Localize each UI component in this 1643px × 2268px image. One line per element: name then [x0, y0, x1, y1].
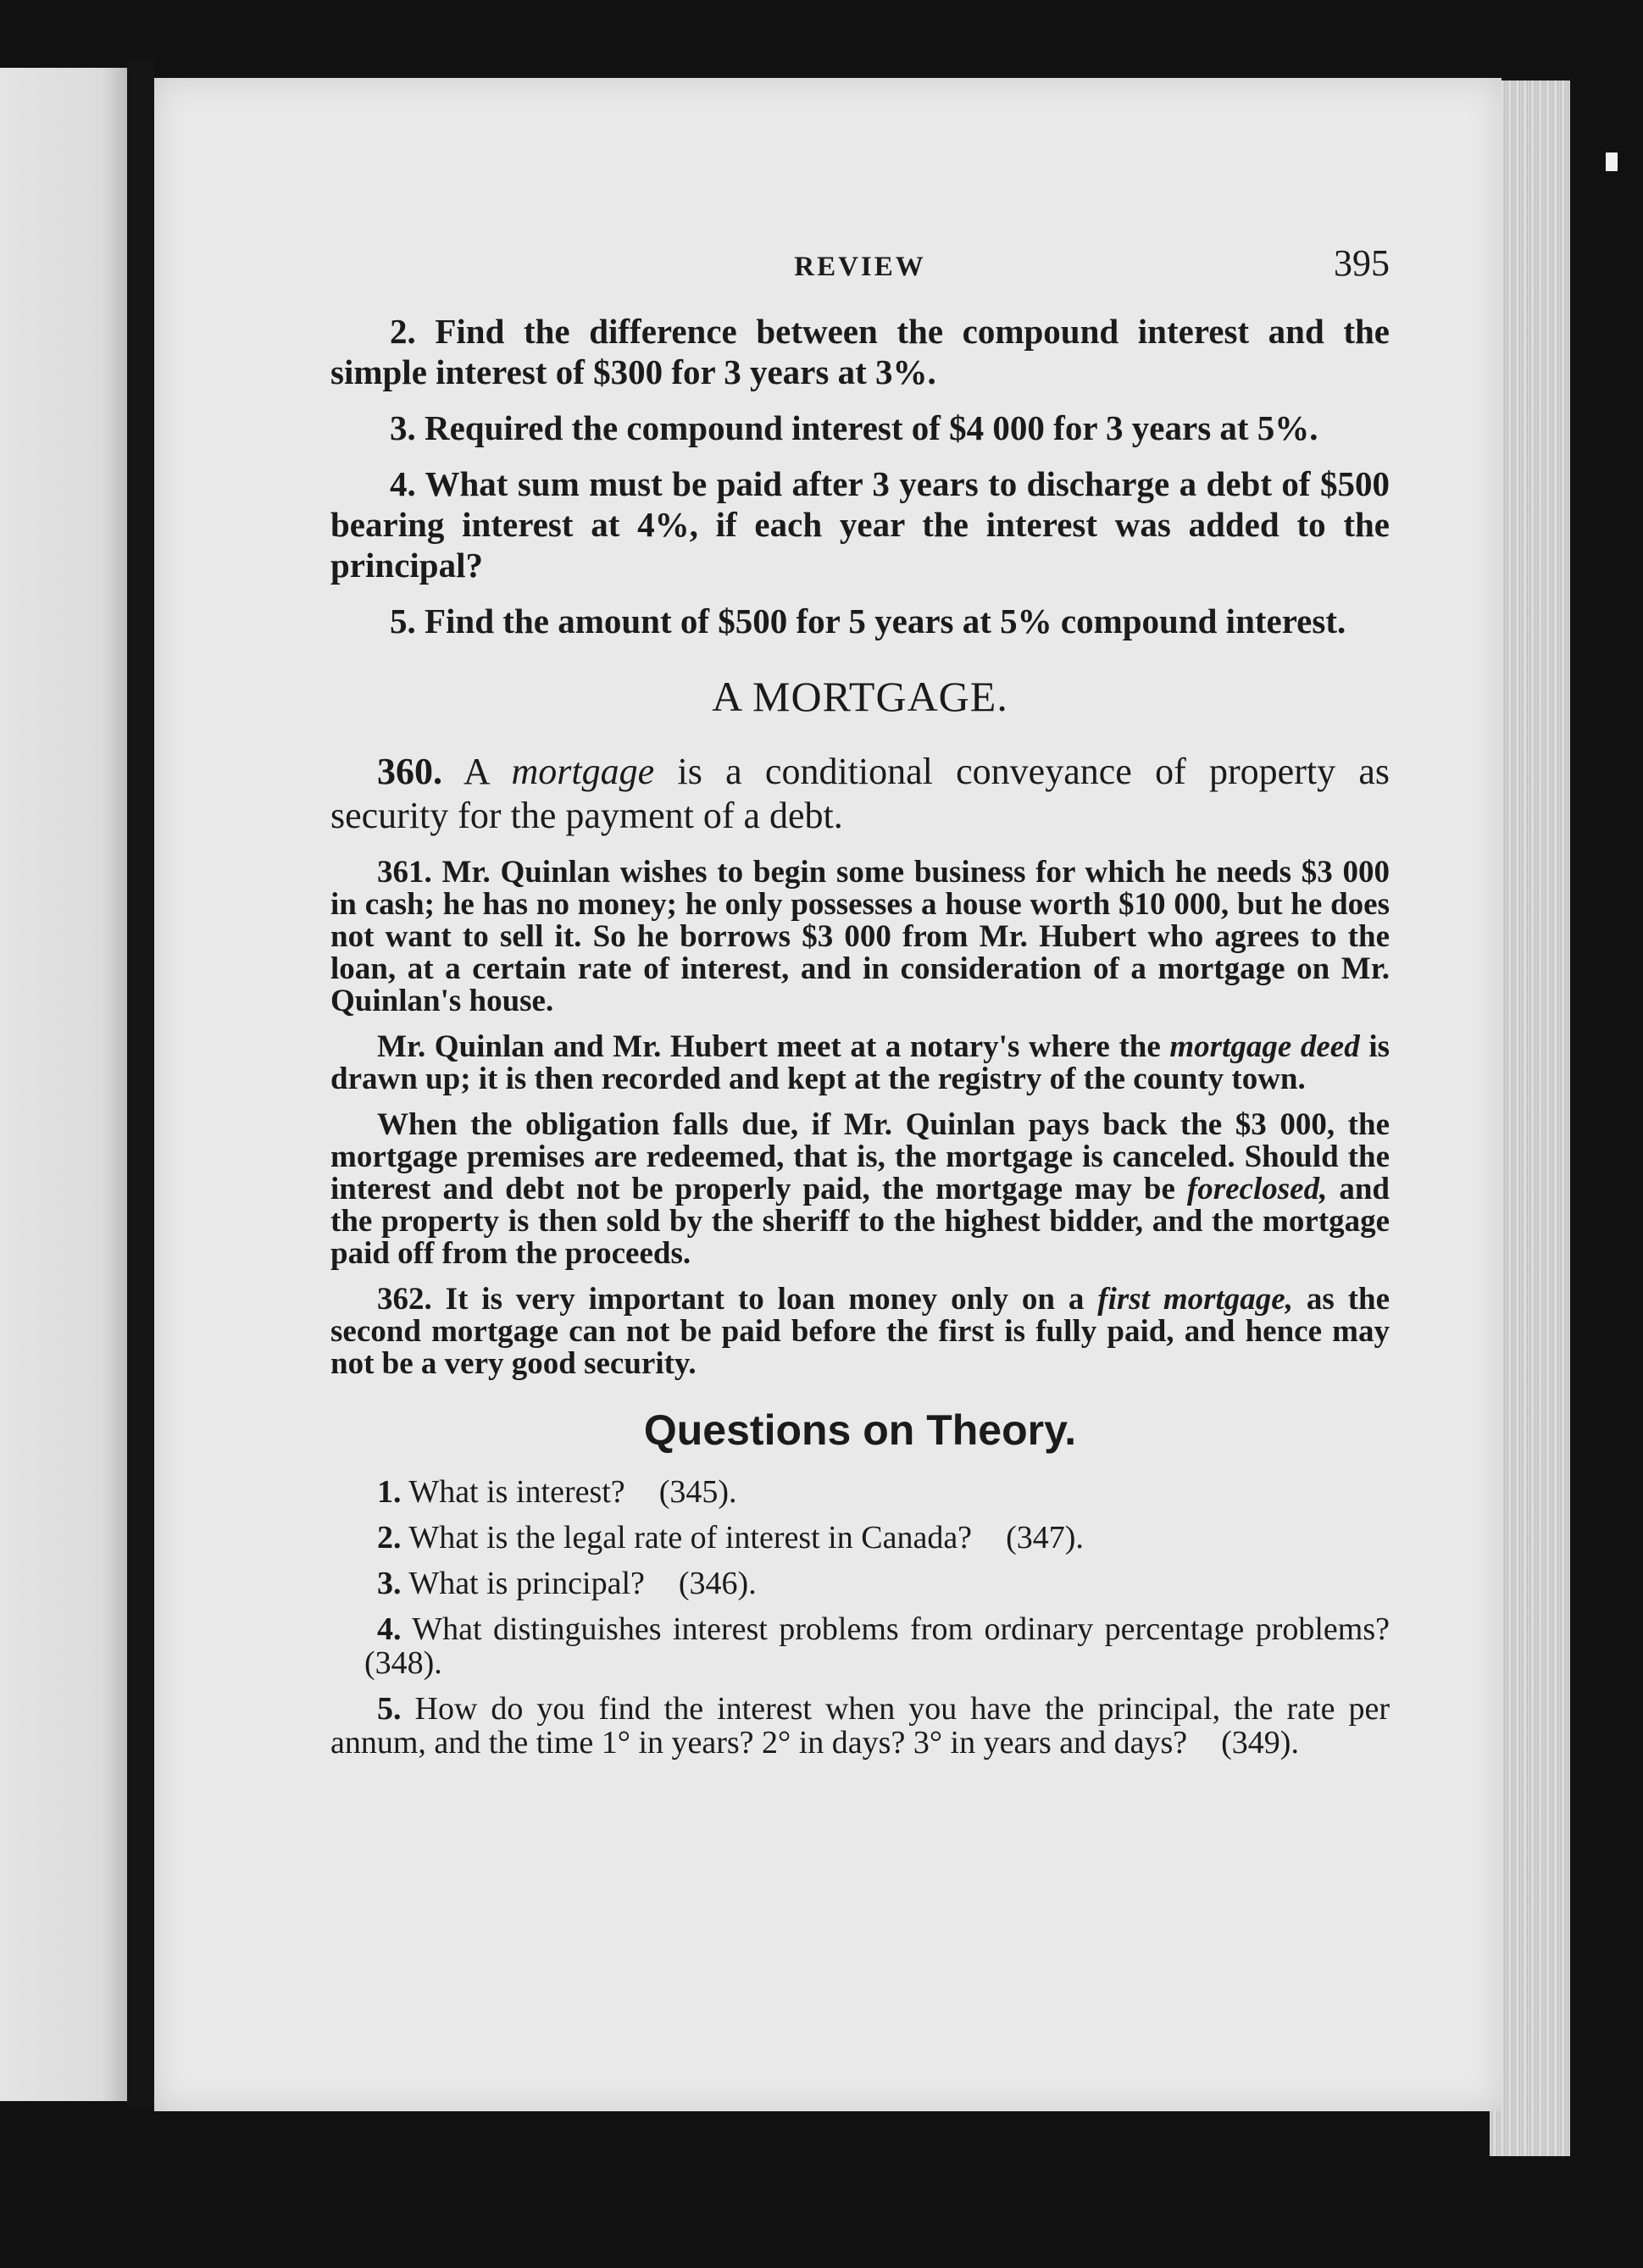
question-1 — [330, 1475, 1390, 1509]
problem-2 — [330, 311, 1390, 392]
running-head-title: REVIEW — [794, 252, 926, 282]
paragraph-before: It is very important to loan money only on a — [445, 1282, 1085, 1317]
question-text: What is the legal rate of interest in Canada? — [408, 1520, 973, 1555]
article-number: 360. — [377, 751, 442, 792]
italic-term: mortgage deed — [1169, 1029, 1360, 1064]
question-reference: (346). — [678, 1566, 757, 1601]
question-3 — [330, 1567, 1390, 1600]
page-stack-edge — [1490, 80, 1570, 2156]
question-text: What distinguishes interest problems from ordinary percentage problems? — [412, 1611, 1390, 1647]
paragraph-after: and the property is then sold by the sheriff to the highest bidder, and the mortgage paid off from the proceeds. — [330, 1172, 1390, 1271]
facing-page-edge — [0, 68, 127, 2101]
problem-4 — [330, 463, 1390, 585]
problem-number: 3. — [390, 408, 416, 447]
question-reference: (348). — [364, 1645, 442, 1681]
question-text: What is interest? — [408, 1474, 625, 1510]
question-4 — [330, 1612, 1390, 1680]
paragraph-before: When the obligation falls due, if Mr. Quinlan pays back the $3 000, the mortgage premises are redeemed, that is, the mortgage is canceled. Should the interest and debt not be properly paid, the mortgage may be — [330, 1107, 1390, 1206]
problem-text: What sum must be paid after 3 years to discharge a debt of $500 bearing interest at 4%, if each year the interest was added to the principal? — [330, 464, 1390, 585]
italic-term: foreclosed, — [1186, 1172, 1328, 1206]
problem-text: Find the difference between the compound interest and the simple interest of $300 for 3 years at 3%. — [330, 312, 1390, 391]
problem-number: 4. — [390, 464, 416, 503]
question-text: How do you find the interest when you have the principal, the rate per annum, and the time 1° in years? 2° in days? 3° in years and days? — [330, 1691, 1390, 1761]
article-361 — [330, 857, 1390, 1018]
page-content — [330, 241, 1390, 1772]
paragraph-obligation — [330, 1109, 1390, 1270]
question-reference: (345). — [658, 1474, 737, 1510]
page-number: 395 — [1334, 242, 1390, 284]
question-reference: (347). — [1006, 1520, 1084, 1555]
problem-3 — [330, 408, 1390, 448]
problem-number: 5. — [390, 602, 416, 640]
paragraph-mortgage-deed — [330, 1031, 1390, 1095]
question-2 — [330, 1521, 1390, 1555]
article-362 — [330, 1284, 1390, 1380]
running-head — [330, 241, 1390, 292]
definition-after: is a conditional conveyance of property as security for the payment of a debt. — [330, 751, 1390, 836]
definition-360 — [330, 750, 1390, 838]
paragraph-after: is drawn up; it is then recorded and kept at the registry of the county town. — [330, 1029, 1390, 1096]
section-title: A MORTGAGE. — [712, 673, 1008, 720]
definition-before: A — [463, 751, 489, 792]
definition-term: mortgage — [511, 751, 655, 792]
question-reference: (349). — [1221, 1725, 1299, 1761]
problem-text: Required the compound interest of $4 000 for 3 years at 5%. — [425, 408, 1318, 447]
theory-questions — [330, 1475, 1390, 1760]
question-number: 5. — [377, 1691, 402, 1727]
problem-text: Find the amount of $500 for 5 years at 5% compound interest. — [425, 602, 1346, 640]
problem-5 — [330, 601, 1390, 641]
question-text: What is principal? — [408, 1566, 645, 1601]
article-number: 362. — [377, 1282, 432, 1317]
question-5 — [330, 1692, 1390, 1760]
problem-number: 2. — [390, 312, 416, 351]
paragraph-before: Mr. Quinlan and Mr. Hubert meet at a notary's where the — [377, 1029, 1161, 1064]
scan-speck — [1606, 152, 1618, 171]
italic-term: first mortgage, — [1097, 1282, 1293, 1317]
questions-title: Questions on Theory. — [643, 1406, 1077, 1454]
question-number: 4. — [377, 1611, 402, 1647]
paragraph-after: as the second mortgage can not be paid before the first is fully paid, and hence may not be a very good security. — [330, 1282, 1390, 1381]
article-text: Mr. Quinlan wishes to begin some business for which he needs $3 000 in cash; he has no money; he only possesses a house worth $10 000, but he does not want to sell it. So he borrows $3 000 from Mr. Hubert who agrees to the loan, at a certain rate of interest, and in consideration of a mortgage on Mr. Quinlan's house. — [330, 855, 1390, 1018]
question-number: 2. — [377, 1520, 402, 1555]
book-binding-shadow — [127, 59, 154, 2110]
question-number: 3. — [377, 1566, 402, 1601]
review-problems — [330, 311, 1390, 641]
article-number: 361. — [377, 855, 432, 890]
question-number: 1. — [377, 1474, 402, 1510]
